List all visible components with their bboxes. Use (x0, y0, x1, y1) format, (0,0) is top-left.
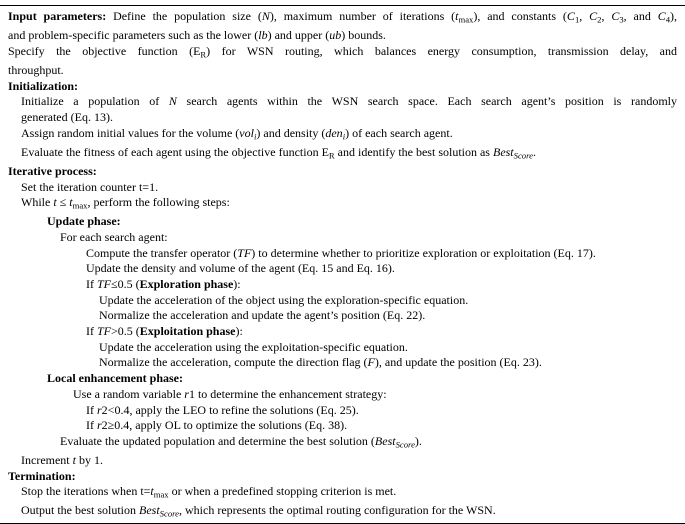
text-segment: throughput. (8, 62, 64, 77)
text-segment: Use a random variable (73, 386, 185, 401)
text-segment: ). (414, 433, 422, 448)
text-segment: Exploration phase (139, 277, 234, 292)
text-segment: , and (623, 9, 658, 23)
text-segment: Stop the iterations when t= (21, 484, 151, 499)
algorithm-line (8, 308, 677, 324)
text-segment: Initialize a population of (21, 94, 169, 109)
text-segment: ), (670, 9, 678, 23)
text-segment: , which represents the optimal routing configuration for the WSN. (179, 503, 496, 518)
text-segment: Increment (21, 453, 73, 467)
algorithm-line (8, 28, 677, 44)
text-segment: i (253, 131, 257, 142)
text-segment: Local enhancement phase: (47, 371, 183, 386)
text-segment: max (458, 14, 474, 25)
text-segment: Define the population size ( (106, 9, 262, 23)
text-segment: If (86, 418, 97, 433)
text-segment: Best (492, 144, 514, 159)
text-segment: r (184, 386, 189, 401)
text-segment: C (566, 9, 575, 23)
text-segment: r (97, 402, 102, 417)
text-segment: ) of each search agent. (345, 125, 453, 140)
algorithm-line (8, 164, 677, 180)
text-segment: Specify the objective function (E (8, 43, 201, 58)
text-segment: Termination: (8, 468, 76, 483)
text-segment: 3 (619, 14, 624, 25)
algorithm-line (8, 246, 677, 262)
algorithm-line (8, 195, 677, 214)
algorithm-line (8, 293, 677, 309)
algorithm-line (8, 63, 677, 79)
text-segment: Set the iteration counter t=1. (21, 179, 159, 194)
text-segment: . (532, 144, 536, 159)
text-segment: ): (235, 324, 243, 339)
text-segment: If (86, 402, 97, 417)
algorithm-line (8, 418, 677, 434)
text-segment: ) and upper ( (267, 28, 330, 43)
algorithm-line (8, 94, 677, 110)
text-segment: Best (374, 433, 396, 448)
algorithm-line (8, 434, 677, 453)
text-segment: 2<0.4, apply the LEO to refine the solutions (Eq. 25). (101, 402, 359, 417)
algorithm-line (8, 403, 677, 419)
text-segment: or when a predefined stopping criterion is met. (168, 484, 397, 499)
text-segment: If (86, 277, 97, 292)
text-segment: Score (395, 439, 415, 450)
algorithm-line (8, 469, 677, 485)
text-segment: ) bounds. (341, 28, 386, 43)
text-segment: ≤ (56, 195, 70, 210)
algorithm-line (8, 145, 677, 164)
text-segment: 2 (597, 14, 602, 25)
text-segment: Normalize the acceleration, compute the direction flag ( (99, 355, 368, 370)
text-segment: Score (513, 150, 533, 161)
text-segment: ): (233, 277, 241, 292)
algorithm-line (8, 110, 677, 126)
text-segment: C (611, 9, 620, 23)
algorithm-line (8, 503, 677, 522)
text-segment: 2≥0.4, apply OL to optimize the solutions (Eq. 38). (101, 418, 348, 433)
algorithm-line (8, 340, 677, 356)
text-segment: While (21, 195, 54, 210)
text-segment: Update the acceleration of the object using the exploration-specific equation. (99, 292, 469, 307)
text-segment: F (367, 355, 375, 370)
text-segment: t (455, 9, 459, 23)
text-segment: i (342, 131, 346, 142)
text-segment: , perform the following steps: (87, 195, 230, 210)
algorithm-line (8, 261, 677, 277)
text-segment: Update the acceleration using the exploitation-specific equation. (99, 339, 408, 354)
text-segment: lb (258, 28, 268, 43)
text-segment: 1 (574, 14, 580, 25)
algorithm-line (8, 180, 677, 196)
text-segment: max (153, 489, 169, 500)
text-segment: R (328, 150, 335, 161)
text-segment: vol (239, 125, 254, 140)
algorithm-line (8, 484, 677, 503)
algorithm-line (8, 214, 677, 230)
text-segment: For each search agent: (60, 229, 168, 244)
bottom-rule (0, 523, 685, 524)
text-segment: r (97, 418, 102, 433)
text-segment: Output the best solution (21, 503, 139, 518)
algorithm-line (8, 371, 677, 387)
text-segment: C (657, 9, 666, 23)
algorithm-line (8, 79, 677, 95)
text-segment: C (589, 9, 598, 23)
text-segment: ) for WSN routing, which balances energy consumption, transmission delay, and (206, 43, 677, 58)
text-segment: Initialization: (8, 78, 79, 93)
text-segment: Iterative process: (8, 163, 97, 178)
text-segment: If (86, 324, 97, 339)
text-segment: ) and density ( (256, 125, 326, 140)
text-segment: Normalize the acceleration and update the agent’s position (Eq. 22). (99, 308, 426, 323)
text-segment: Evaluate the updated population and determine the best solution ( (60, 433, 375, 448)
text-segment: , (579, 9, 590, 23)
algorithm-body (0, 6, 685, 523)
text-segment: 1 to determine the enhancement strategy: (188, 386, 387, 401)
text-segment: >0.5 ( (111, 324, 140, 339)
text-segment: t (72, 453, 76, 467)
text-segment: Exploitation phase (139, 324, 236, 339)
text-segment: generated (Eq. 13). (21, 109, 113, 124)
algorithm-line (8, 126, 677, 145)
text-segment: Update the density and volume of the agent (Eq. 15 and Eq. 16). (86, 261, 395, 276)
text-segment: , (601, 9, 612, 23)
text-segment: Score (159, 508, 179, 519)
text-segment: Input parameters: (8, 9, 107, 23)
algorithm-line (8, 44, 677, 63)
text-segment: and identify the best solution as (334, 144, 493, 159)
text-segment: TF (97, 277, 112, 292)
text-segment: Assign random initial values for the volume ( (21, 125, 240, 140)
text-segment: ≤0.5 ( (111, 277, 140, 292)
text-segment: ) to determine whether to prioritize exploration or exploitation (Eq. 17). (251, 245, 596, 260)
text-segment: den (325, 125, 343, 140)
text-segment: TF (97, 324, 112, 339)
text-segment: Evaluate the fitness of each agent using the objective function E (21, 144, 329, 159)
algorithm-line (8, 9, 677, 28)
text-segment: N (168, 94, 177, 109)
algorithm-line (8, 277, 677, 293)
text-segment: Compute the transfer operator ( (86, 245, 238, 260)
text-segment: R (200, 49, 207, 60)
algorithm-line (8, 453, 677, 469)
algorithm-line (8, 355, 677, 371)
text-segment: t (69, 195, 73, 210)
text-segment: ), and constants ( (473, 9, 567, 23)
text-segment: Update phase: (47, 214, 121, 229)
text-segment: max (72, 200, 88, 211)
text-segment: ub (329, 28, 342, 43)
text-segment: search agents within the WSN search space. Each search agent’s position is randomly (176, 94, 677, 109)
text-segment: by 1. (75, 453, 103, 467)
text-segment: t (53, 195, 57, 210)
algorithm-line (8, 387, 677, 403)
text-segment: N (261, 9, 270, 23)
text-segment: 4 (665, 14, 671, 25)
algorithm-line (8, 324, 677, 340)
text-segment: ), and update the position (Eq. 23). (374, 355, 542, 370)
text-segment: and problem-specific parameters such as the lower ( (8, 28, 259, 43)
text-segment: TF (237, 245, 252, 260)
text-segment: t (150, 484, 154, 499)
text-segment: ), maximum number of iterations ( (269, 9, 456, 23)
text-segment: Best (139, 503, 160, 518)
algorithm-line (8, 230, 677, 246)
